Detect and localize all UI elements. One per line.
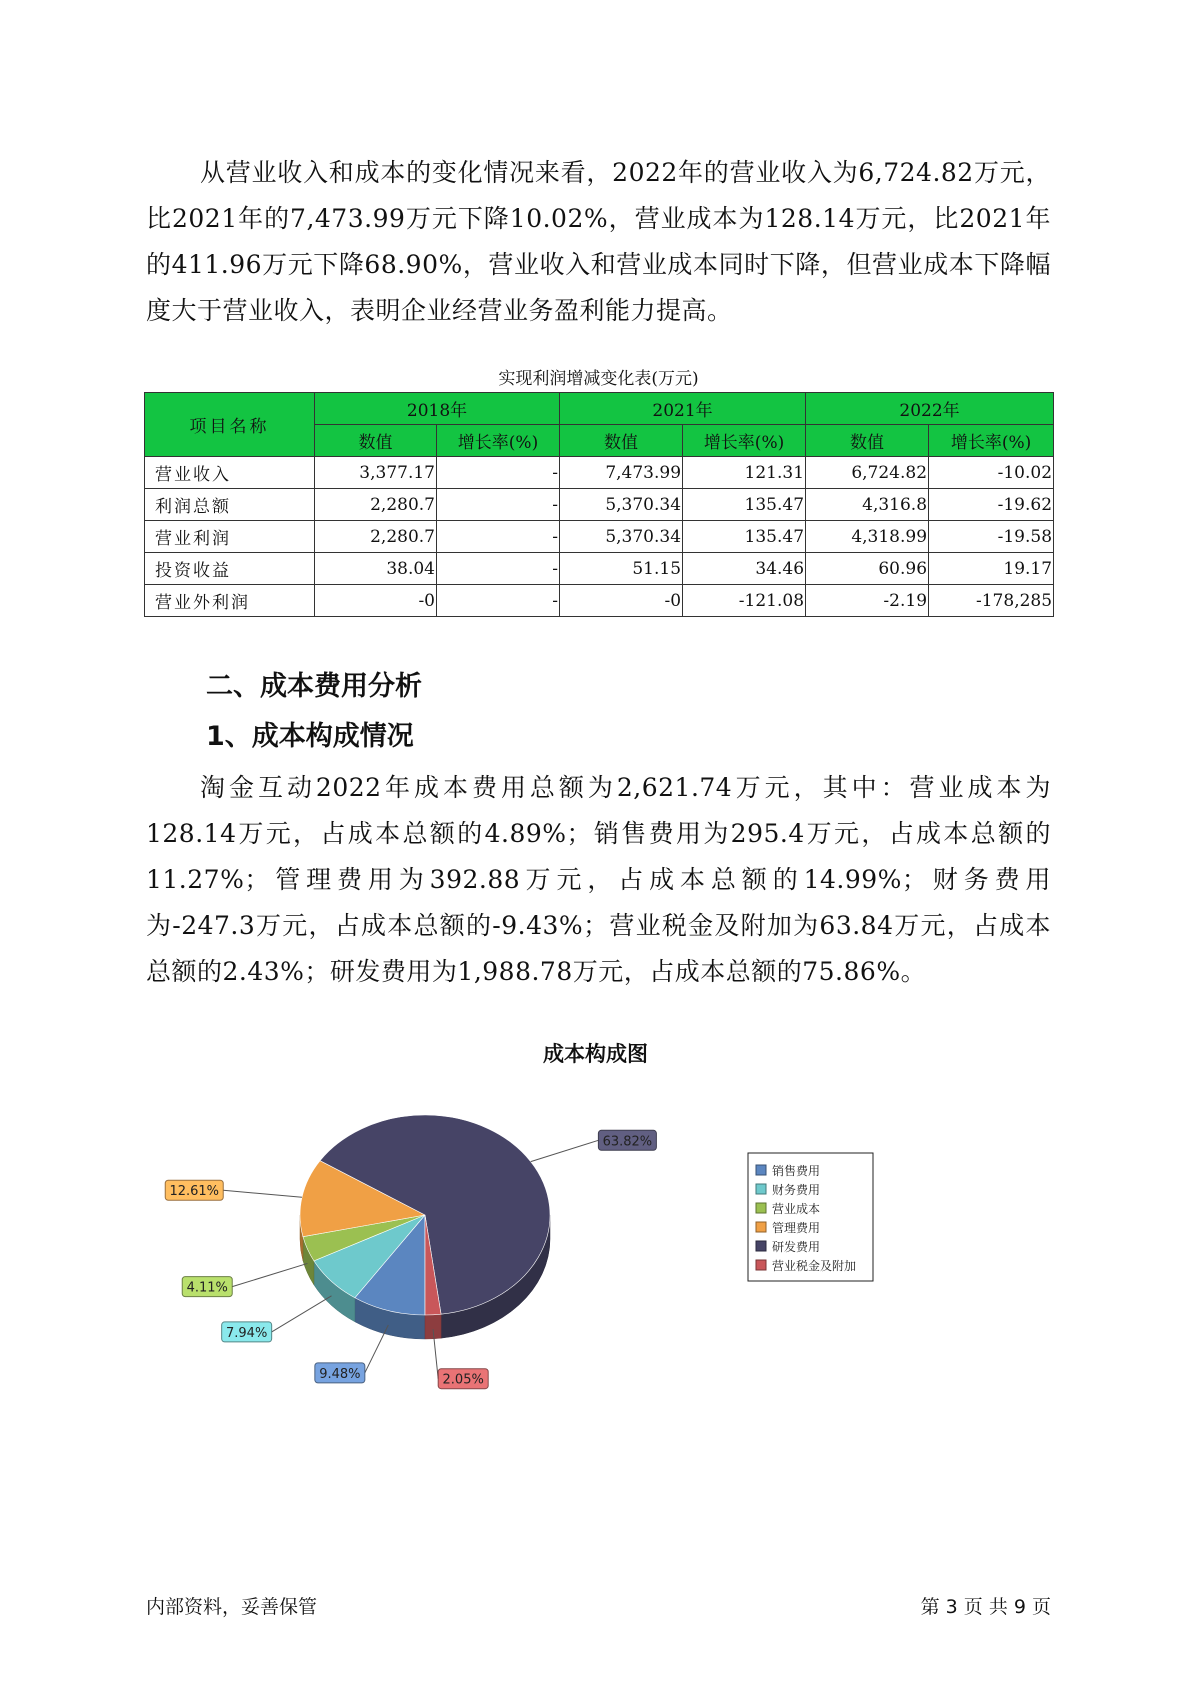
pie-data-label: 7.94% (226, 1325, 268, 1341)
table-caption: 实现利润增减变化表(万元) (498, 369, 699, 389)
profit-change-table (144, 392, 1054, 617)
cell-value-2021: -0 (560, 585, 683, 617)
legend-swatch (756, 1165, 766, 1175)
legend-swatch (756, 1203, 766, 1213)
cell-growth-2021: 135.47 (683, 521, 806, 553)
header-growth: 增长率(%) (683, 425, 806, 457)
cell-growth-2018: - (437, 553, 560, 585)
cell-value-2018: 38.04 (315, 553, 437, 585)
header-item-name: 项目名称 (145, 393, 315, 457)
pie-leader-line (365, 1325, 388, 1373)
paragraph-cost-composition: 淘金互动2022年成本费用总额为2,621.74万元，其中：营业成本为128.14万元，占成本总额的4.89%；销售费用为295.4万元，占成本总额的11.27%；管理费用为392.88万元，占成本总额的14.99%；财务费用为-247.3万元，占成本总额的-9.43%；营业税金及附加为63.84万元，占成本总额的2.43%；研发费用为1,988.78万元，占成本总额的75.86%。 (146, 773, 1051, 986)
table-row (145, 457, 1054, 489)
cell-value-2018: -0 (315, 585, 437, 617)
legend-swatch (756, 1241, 766, 1251)
cell-value-2018: 2,280.7 (315, 521, 437, 553)
legend-swatch (756, 1260, 766, 1270)
cell-growth-2022: -10.02 (929, 457, 1054, 489)
legend-label: 研发费用 (772, 1240, 821, 1254)
pie-leader-line (272, 1296, 332, 1332)
legend-label: 营业成本 (772, 1202, 821, 1216)
cell-growth-2021: 121.31 (683, 457, 806, 489)
legend-swatch (756, 1222, 766, 1232)
row-name: 投资收益 (145, 553, 315, 585)
legend-label: 销售费用 (772, 1164, 821, 1178)
table-row (145, 585, 1054, 617)
table-row (145, 489, 1054, 521)
row-name: 营业利润 (145, 521, 315, 553)
footer-page-number: 第 3 页 共 9 页 (920, 1596, 1051, 1618)
cell-value-2018: 2,280.7 (315, 489, 437, 521)
cell-growth-2018: - (437, 457, 560, 489)
cost-pie-chart (0, 1070, 1191, 1390)
pie-data-label: 12.61% (169, 1184, 220, 1200)
header-value: 数值 (560, 425, 683, 457)
header-value: 数值 (806, 425, 929, 457)
cell-growth-2021: -121.08 (683, 585, 806, 617)
cell-value-2021: 5,370.34 (560, 489, 683, 521)
legend-label: 营业税金及附加 (772, 1259, 857, 1273)
pie-side-营业税金及附加 (425, 1314, 441, 1339)
cell-value-2022: 6,724.82 (806, 457, 929, 489)
footer-confidential: 内部资料，妥善保管 (146, 1596, 318, 1618)
paragraph-revenue-cost: 从营业收入和成本的变化情况来看，2022年的营业收入为6,724.82万元，比2021年的7,473.99万元下降10.02%，营业成本为128.14万元，比2021年的411.96万元下降68.90%，营业收入和营业成本同时下降，但营业成本下降幅度大于营业收入，表明企业经营业务盈利能力提高。 (146, 158, 1051, 325)
cell-value-2021: 7,473.99 (560, 457, 683, 489)
header-value: 数值 (315, 425, 437, 457)
cell-growth-2022: -178,285 (929, 585, 1054, 617)
header-year-2018: 2018年 (315, 393, 560, 425)
pie-data-label: 63.82% (602, 1134, 653, 1150)
table-row (145, 553, 1054, 585)
header-year-2021: 2021年 (560, 393, 806, 425)
cell-growth-2022: -19.58 (929, 521, 1054, 553)
cell-value-2022: -2.19 (806, 585, 929, 617)
cell-growth-2022: -19.62 (929, 489, 1054, 521)
cell-growth-2018: - (437, 585, 560, 617)
legend-swatch (756, 1184, 766, 1194)
subsection-heading: 1、成本构成情况 (206, 721, 414, 752)
cell-growth-2018: - (437, 521, 560, 553)
cell-value-2022: 60.96 (806, 553, 929, 585)
pie-leader-line (223, 1190, 302, 1197)
header-year-2022: 2022年 (806, 393, 1054, 425)
pie-data-label: 2.05% (442, 1372, 484, 1388)
cell-value-2021: 5,370.34 (560, 521, 683, 553)
cell-growth-2021: 34.46 (683, 553, 806, 585)
pie-data-label: 9.48% (319, 1366, 361, 1382)
row-name: 营业外利润 (145, 585, 315, 617)
legend-label: 管理费用 (772, 1221, 821, 1235)
legend-label: 财务费用 (772, 1183, 821, 1197)
pie-leader-line (531, 1140, 599, 1161)
row-name: 利润总额 (145, 489, 315, 521)
section-heading: 二、成本费用分析 (206, 671, 422, 702)
cell-value-2022: 4,318.99 (806, 521, 929, 553)
cell-value-2018: 3,377.17 (315, 457, 437, 489)
cell-growth-2021: 135.47 (683, 489, 806, 521)
header-growth: 增长率(%) (437, 425, 560, 457)
header-growth: 增长率(%) (929, 425, 1054, 457)
cell-growth-2022: 19.17 (929, 553, 1054, 585)
cell-value-2022: 4,316.8 (806, 489, 929, 521)
chart-title: 成本构成图 (543, 1042, 648, 1066)
row-name: 营业收入 (145, 457, 315, 489)
table-row (145, 521, 1054, 553)
cell-value-2021: 51.15 (560, 553, 683, 585)
cell-growth-2018: - (437, 489, 560, 521)
pie-data-label: 4.11% (186, 1280, 228, 1296)
pie-leader-line (232, 1263, 307, 1286)
